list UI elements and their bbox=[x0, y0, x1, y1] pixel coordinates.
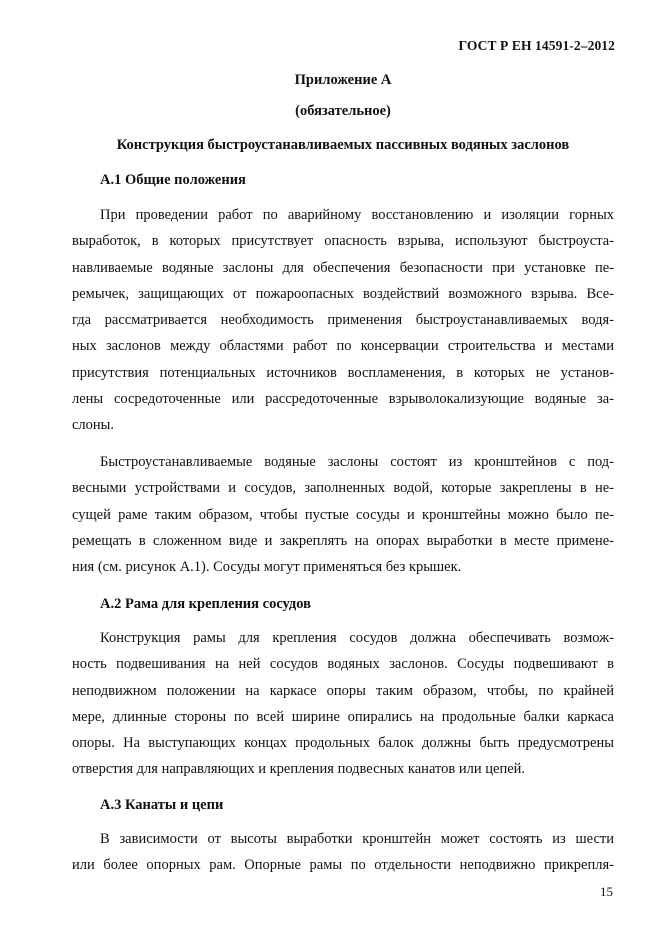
paragraph-a2-1 bbox=[72, 625, 614, 783]
text-line: При проведении работ по аварийному восстановлению и изоляции горных bbox=[100, 207, 614, 223]
paragraph-a1-2 bbox=[72, 449, 614, 580]
text-line: ремещать в сложенном виде и закреплять на опорах выработки в месте примене- bbox=[72, 532, 614, 549]
text-line: В зависимости от высоты выработки кронштейн может состоять из шести bbox=[100, 831, 614, 847]
text-line: Конструкция рамы для крепления сосудов должна обеспечивать возмож- bbox=[100, 630, 614, 646]
text-line: присутствия потенциальных источников воспламенения, в которых не установ- bbox=[72, 364, 614, 381]
section-heading-a2: А.2 Рама для крепления сосудов bbox=[100, 596, 311, 612]
text-line: весными устройствами и сосудов, заполненных водой, которые закреплены в не- bbox=[72, 480, 614, 497]
section-heading-a1: А.1 Общие положения bbox=[100, 172, 246, 188]
text-line: ния (см. рисунок А.1). Сосуды могут применяться без крышек. bbox=[72, 559, 462, 576]
text-line: неподвижном положении на каркасе опоры таким образом, чтобы, по крайней bbox=[72, 682, 614, 699]
text-line: мере, длинные стороны по всей ширине опирались на продольные балки каркаса bbox=[72, 708, 614, 725]
text-line: или более опорных рам. Опорные рамы по отдельности неподвижно прикрепля- bbox=[72, 857, 614, 874]
text-line: ных заслонов между областями работ по консервации строительства и местами bbox=[72, 338, 614, 355]
text-line: ремычек, защищающих от пожароопасных воздействий возможного взрыва. Все- bbox=[72, 285, 614, 302]
appendix-status: (обязательное) bbox=[295, 103, 391, 119]
appendix-title: Приложение А bbox=[294, 72, 392, 88]
page-number: 15 bbox=[600, 884, 613, 899]
paragraph-a1-1 bbox=[72, 202, 614, 439]
text-line: отверстия для направляющих и крепления подвесных канатов или цепей. bbox=[72, 761, 526, 778]
text-line: лены сосредоточенные или рассредоточенные взрыволокализующие водяные за- bbox=[72, 391, 614, 408]
text-line: выработок, в которых присутствует опасность взрыва, используют быстроуста- bbox=[72, 233, 614, 250]
text-line: слоны. bbox=[72, 417, 115, 434]
paragraph-a3-1 bbox=[72, 826, 614, 879]
section-heading-a3: А.3 Канаты и цепи bbox=[100, 797, 224, 813]
text-line: Быстроустанавливаемые водяные заслоны состоят из кронштейнов с под- bbox=[100, 454, 614, 470]
text-line: ность подвешивания на ней сосудов водяных заслонов. Сосуды подвешивают в bbox=[72, 656, 614, 673]
appendix-name: Конструкция быстроустанавливаемых пассивных водяных заслонов bbox=[116, 137, 570, 153]
standard-code: ГОСТ Р ЕН 14591-2–2012 bbox=[458, 38, 615, 53]
text-line: опоры. На выступающих концах продольных балок должны быть предусмотрены bbox=[72, 735, 614, 752]
text-line: навливаемые водяные заслоны для обеспечения безопасности при установке пе- bbox=[72, 259, 614, 276]
text-line: гда рассматривается необходимость применения быстроустанавливаемых водя- bbox=[72, 312, 614, 329]
text-line: сущей раме таким образом, чтобы пустые сосуды и кронштейны можно было пе- bbox=[72, 506, 614, 523]
